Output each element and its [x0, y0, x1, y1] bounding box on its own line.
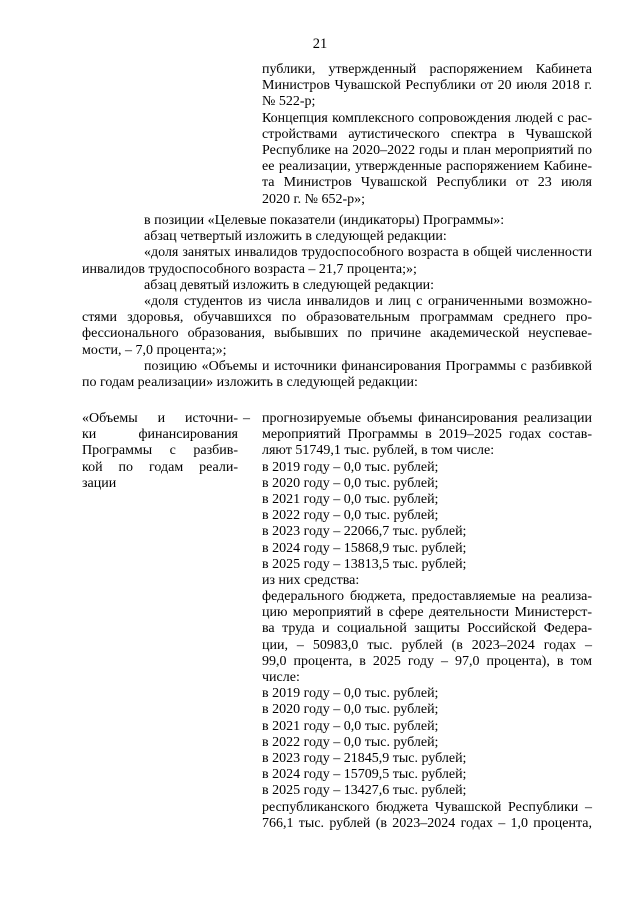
text-line: мости, – 7,0 процента;»; [82, 342, 227, 358]
text-line: Министров Чувашской Республики от 20 июля 2018 г. [262, 78, 592, 94]
text-line: республиканского бюджета Чувашской Республики – [262, 799, 592, 815]
text-line: в 2025 году – 13813,5 тыс. рублей; [262, 556, 467, 572]
text-line: стройствами аутистического спектра в Чувашской [262, 126, 592, 142]
body-text [82, 213, 592, 391]
text-line: в 2021 году – 0,0 тыс. рублей; [262, 491, 439, 507]
text-line: в 2022 году – 0,0 тыс. рублей; [262, 734, 439, 750]
text-line: в 2024 году – 15709,5 тыс. рублей; [262, 767, 467, 783]
text-line: федерального бюджета, предоставляемые на реализа- [262, 589, 592, 605]
dash-separator: – [243, 411, 250, 426]
text-line: 99,0 процента, в 2025 году – 97,0 процента), в том [262, 653, 592, 669]
text-line: мероприятий Программы в 2019–2025 годах состав- [262, 427, 592, 443]
text-line: в 2025 году – 13427,6 тыс. рублей; [262, 783, 467, 799]
text-line: абзац четвертый изложить в следующей редакции: [144, 229, 447, 245]
text-line: стями здоровья, обучавшихся по образовательным программам среднего про- [82, 310, 592, 326]
text-line: прогнозируемые объемы финансирования реализации [262, 411, 592, 426]
text-line: ки финансирования [82, 427, 238, 443]
text-line: фессионального образования, выбывших по причине академической неуспевае- [82, 326, 592, 342]
text-line: ва труда и социальной защиты Российской Федера- [262, 621, 592, 637]
text-line: зации [82, 475, 117, 491]
passport-label-column [82, 411, 238, 492]
text-line: ее реализации, утвержденные распоряжением Кабине- [262, 159, 592, 175]
text-line: ляют 51749,1 тыс. рублей, в том числе: [262, 443, 495, 459]
text-line: цию мероприятий в сфере деятельности Министерст- [262, 605, 592, 621]
text-line: Республике на 2020–2022 годы и план мероприятий по [262, 142, 592, 158]
text-line: «Объемы и источни- [82, 411, 238, 426]
passport-value-column [262, 411, 592, 832]
text-line: ции, – 50983,0 тыс. рублей (в 2023–2024 годах – [262, 637, 592, 653]
text-line: Программы с разбив- [82, 443, 238, 459]
text-line: инвалидов трудоспособного возраста – 21,7 процента;»; [82, 261, 417, 277]
text-line: публики, утвержденный распоряжением Кабинета [262, 62, 592, 77]
text-line: в 2024 году – 15868,9 тыс. рублей; [262, 540, 467, 556]
text-line: позицию «Объемы и источники финансирования Программы с разбивкой [144, 358, 592, 374]
text-line: кой по годам реали- [82, 459, 238, 475]
text-line: числе: [262, 670, 300, 685]
text-line: 2020 г. № 652-р»; [262, 191, 366, 207]
top-block [262, 62, 592, 208]
text-line: в позиции «Целевые показатели (индикаторы) Программы»: [144, 213, 505, 228]
text-line: «доля занятых инвалидов трудоспособного возраста в общей численности [144, 245, 592, 261]
page-number: 21 [312, 36, 328, 52]
text-line: в 2023 году – 22066,7 тыс. рублей; [262, 524, 467, 540]
text-line: в 2020 году – 0,0 тыс. рублей; [262, 475, 439, 491]
text-line: в 2019 году – 0,0 тыс. рублей; [262, 459, 439, 475]
text-line: та Министров Чувашской Республики от 23 июля [262, 175, 592, 191]
text-line: № 522-р; [262, 94, 316, 110]
text-line: абзац девятый изложить в следующей редакции: [144, 277, 435, 293]
text-line: «доля студентов из числа инвалидов и лиц с ограниченными возможно- [144, 293, 592, 309]
text-line: в 2021 году – 0,0 тыс. рублей; [262, 718, 439, 734]
text-line: в 2023 году – 21845,9 тыс. рублей; [262, 750, 467, 766]
text-line: в 2019 году – 0,0 тыс. рублей; [262, 686, 439, 702]
text-line: в 2020 году – 0,0 тыс. рублей; [262, 702, 439, 718]
text-line: из них средства: [262, 572, 360, 588]
text-line: 766,1 тыс. рублей (в 2023–2024 годах – 1,0 процента, [262, 815, 592, 831]
text-line: Концепция комплексного сопровождения людей с рас- [262, 110, 592, 126]
text-line: в 2022 году – 0,0 тыс. рублей; [262, 508, 439, 524]
text-line: по годам реализации» изложить в следующей редакции: [82, 374, 418, 390]
